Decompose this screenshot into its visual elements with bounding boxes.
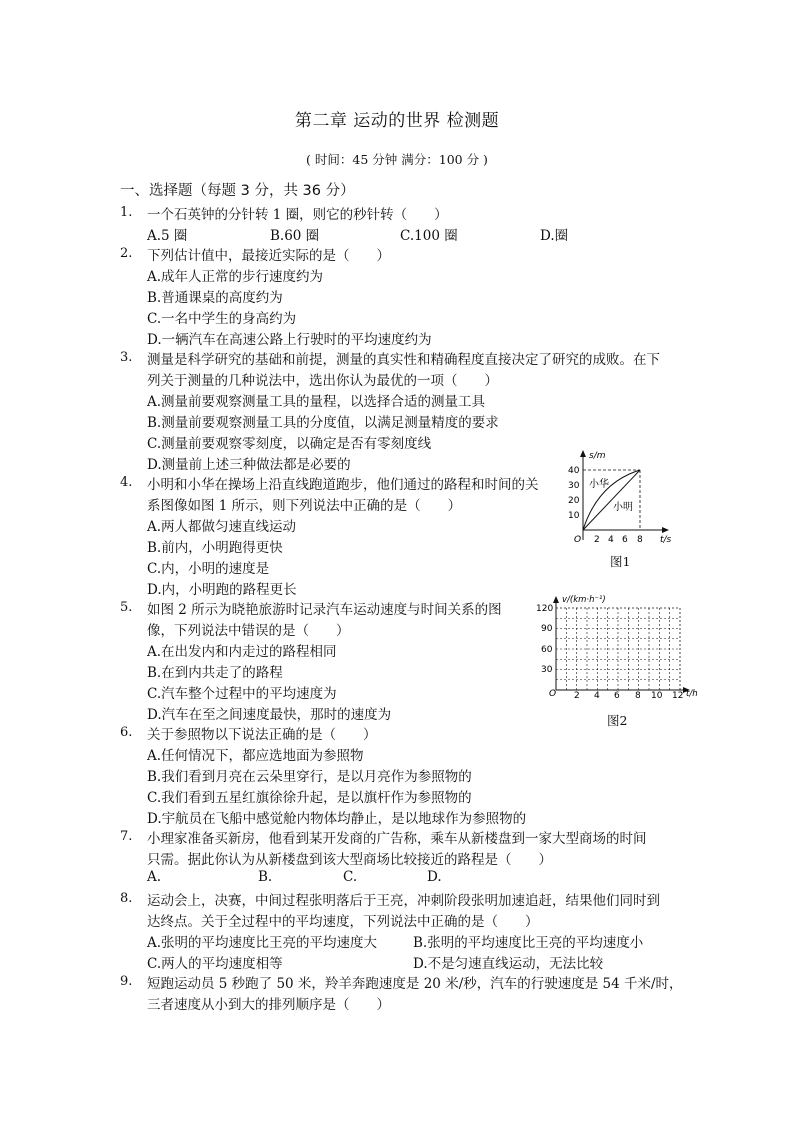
option-d: D.一辆汽车在高速公路上行驶时的平均速度约为 bbox=[147, 332, 432, 348]
question-text: 系图像如图 1 所示，则下列说法中正确的是（ ） bbox=[147, 498, 462, 514]
x-axis-label: t/h bbox=[686, 689, 698, 699]
question-text: 小理家准备买新房，他看到某开发商的广告称，乘车从新楼盘到一家大型商场的时间 bbox=[147, 831, 647, 847]
question-text: 如图 2 所示为晓艳旅游时记录汽车运动速度与时间关系的图 bbox=[147, 602, 502, 618]
option-a: A.两人都做匀速直线运动 bbox=[147, 519, 297, 535]
option-b: B.60 圈 bbox=[270, 228, 320, 244]
question-text: 运动会上，决赛，中间过程张明落后于王亮，冲刺阶段张明加速追赶，结果他们同时到 bbox=[147, 893, 660, 909]
option-a: A.5 圈 bbox=[147, 228, 188, 244]
x-axis-label: t/s bbox=[660, 535, 672, 545]
option-b: B.我们看到月亮在云朵里穿行，是以月亮作为参照物的 bbox=[147, 769, 472, 785]
y-tick-label: 60 bbox=[541, 645, 553, 655]
x-tick-label: 8 bbox=[635, 691, 641, 700]
question-number: 1. bbox=[120, 205, 133, 220]
x-tick-label: 8 bbox=[637, 535, 643, 545]
option-c: C.100 圈 bbox=[400, 228, 458, 244]
question-text: 短跑运动员 5 秒跑了 50 米，羚羊奔跑速度是 20 米/秒，汽车的行驶速度是 54 千米/时， bbox=[147, 976, 683, 992]
option-b: B.张明的平均速度比王亮的平均速度小 bbox=[413, 935, 644, 951]
option-c: C.一名中学生的身高约为 bbox=[147, 311, 297, 327]
series-label-xiaoming: 小明 bbox=[613, 502, 633, 513]
question-text: 下列估计值中，最接近实际的是（ ） bbox=[147, 248, 390, 264]
option-a: A.测量前要观察测量工具的量程，以选择合适的测量工具 bbox=[147, 394, 486, 410]
question-text: 测量是科学研究的基础和前提，测量的真实性和精确程度直接决定了研究的成败。在下 bbox=[147, 352, 660, 368]
section-title: 一、选择题（每题 3 分，共 36 分） bbox=[120, 183, 355, 199]
grid-lines bbox=[556, 608, 680, 690]
figure-2-caption: 图2 bbox=[607, 713, 628, 728]
question-number: 9. bbox=[120, 974, 133, 989]
option-d: D.不是匀速直线运动，无法比较 bbox=[413, 956, 604, 972]
option-d: D.圈 bbox=[540, 228, 569, 244]
y-tick-label: 30 bbox=[568, 481, 580, 491]
y-axis-arrow bbox=[553, 596, 559, 603]
question-text: 像，下列说法中错误的是（ ） bbox=[147, 623, 350, 639]
option-b: B.测量前要观察测量工具的分度值，以满足测量精度的要求 bbox=[147, 415, 499, 431]
question-number: 3. bbox=[120, 350, 133, 365]
x-tick-label: 4 bbox=[608, 535, 614, 545]
page-subtitle: ( 时间：45 分钟 满分：100 分 ) bbox=[306, 152, 488, 167]
option-c: C.两人的平均速度相等 bbox=[147, 956, 283, 972]
option-d: D.宇航员在飞船中感觉舱内物体均静止，是以地球作为参照物的 bbox=[147, 811, 527, 827]
option-d: D.汽车在至之间速度最快，那时的速度为 bbox=[147, 707, 392, 723]
option-d: D.内，小明跑的路程更长 bbox=[147, 582, 297, 598]
question-text: 三者速度从小到大的排列顺序是（ ） bbox=[147, 997, 390, 1013]
option-a: A.张明的平均速度比王亮的平均速度大 bbox=[147, 935, 378, 951]
x-tick-label: 10 bbox=[651, 691, 663, 700]
x-tick-label: 12 bbox=[672, 691, 684, 700]
y-axis-label: s/m bbox=[589, 451, 606, 461]
option-a: A.任何情况下，都应选地面为参照物 bbox=[147, 748, 364, 764]
series-label-xiaohua: 小华 bbox=[589, 479, 609, 490]
question-text: 关于参照物以下说法正确的是（ ） bbox=[147, 727, 377, 743]
option-b: B.在到内共走了的路程 bbox=[147, 665, 283, 681]
option-b: B.前内，小明跑得更快 bbox=[147, 540, 283, 556]
question-text: 达终点。关于全过程中的平均速度，下列说法中正确的是（ ） bbox=[147, 914, 539, 930]
y-axis-label: v/(km·h⁻¹) bbox=[562, 595, 606, 605]
question-number: 5. bbox=[120, 600, 133, 615]
y-tick-label: 40 bbox=[568, 466, 580, 476]
origin-label: O bbox=[574, 535, 582, 545]
option-a: A.成年人正常的步行速度约为 bbox=[147, 269, 324, 285]
question-text: 小明和小华在操场上沿直线跑道跑步，他们通过的路程和时间的关 bbox=[147, 477, 539, 493]
option-b: B. bbox=[258, 869, 273, 885]
option-c: C.测量前要观察零刻度，以确定是否有零刻度线 bbox=[147, 436, 432, 452]
x-tick-label: 6 bbox=[614, 691, 620, 700]
option-b: B.普通课桌的高度约为 bbox=[147, 290, 283, 306]
page-title: 第二章 运动的世界 检测题 bbox=[294, 111, 500, 131]
question-number: 8. bbox=[120, 891, 133, 906]
y-tick-label: 10 bbox=[568, 511, 580, 521]
option-d: D.测量前上述三种做法都是必要的 bbox=[147, 457, 351, 473]
question-text: 一个石英钟的分针转 1 圈，则它的秒针转（ ） bbox=[147, 207, 448, 223]
question-text: 只需。据此你认为从新楼盘到该大型商场比较接近的路程是（ ） bbox=[147, 852, 552, 868]
y-tick-label: 90 bbox=[541, 624, 553, 634]
x-tick-label: 2 bbox=[574, 691, 580, 700]
x-tick-label: 4 bbox=[594, 691, 600, 700]
option-a: A. bbox=[147, 869, 162, 885]
y-axis-arrow bbox=[580, 450, 586, 457]
figure-2-speed-time-graph bbox=[536, 590, 706, 700]
x-axis-arrow bbox=[662, 527, 669, 533]
x-tick-label: 6 bbox=[622, 535, 628, 545]
question-number: 4. bbox=[120, 475, 133, 490]
option-c: C.汽车整个过程中的平均速度为 bbox=[147, 686, 337, 702]
question-number: 6. bbox=[120, 725, 133, 740]
question-number: 2. bbox=[120, 246, 133, 261]
y-tick-label: 20 bbox=[568, 496, 580, 506]
origin-label: O bbox=[549, 689, 557, 699]
option-c: C. bbox=[343, 869, 358, 885]
option-a: A.在出发内和内走过的路程相同 bbox=[147, 644, 337, 660]
y-tick-label: 120 bbox=[536, 604, 554, 614]
question-number: 7. bbox=[120, 829, 133, 844]
option-c: C.内，小明的速度是 bbox=[147, 561, 270, 577]
x-tick-label: 2 bbox=[594, 535, 600, 545]
figure-1-caption: 图1 bbox=[610, 554, 631, 569]
y-tick-label: 30 bbox=[541, 665, 553, 675]
option-d: D. bbox=[427, 869, 442, 885]
option-c: C.我们看到五星红旗徐徐升起，是以旗杆作为参照物的 bbox=[147, 790, 472, 806]
figure-1-distance-time-graph bbox=[563, 448, 678, 546]
question-text: 列关于测量的几种说法中，选出你认为最优的一项（ ） bbox=[147, 373, 498, 389]
